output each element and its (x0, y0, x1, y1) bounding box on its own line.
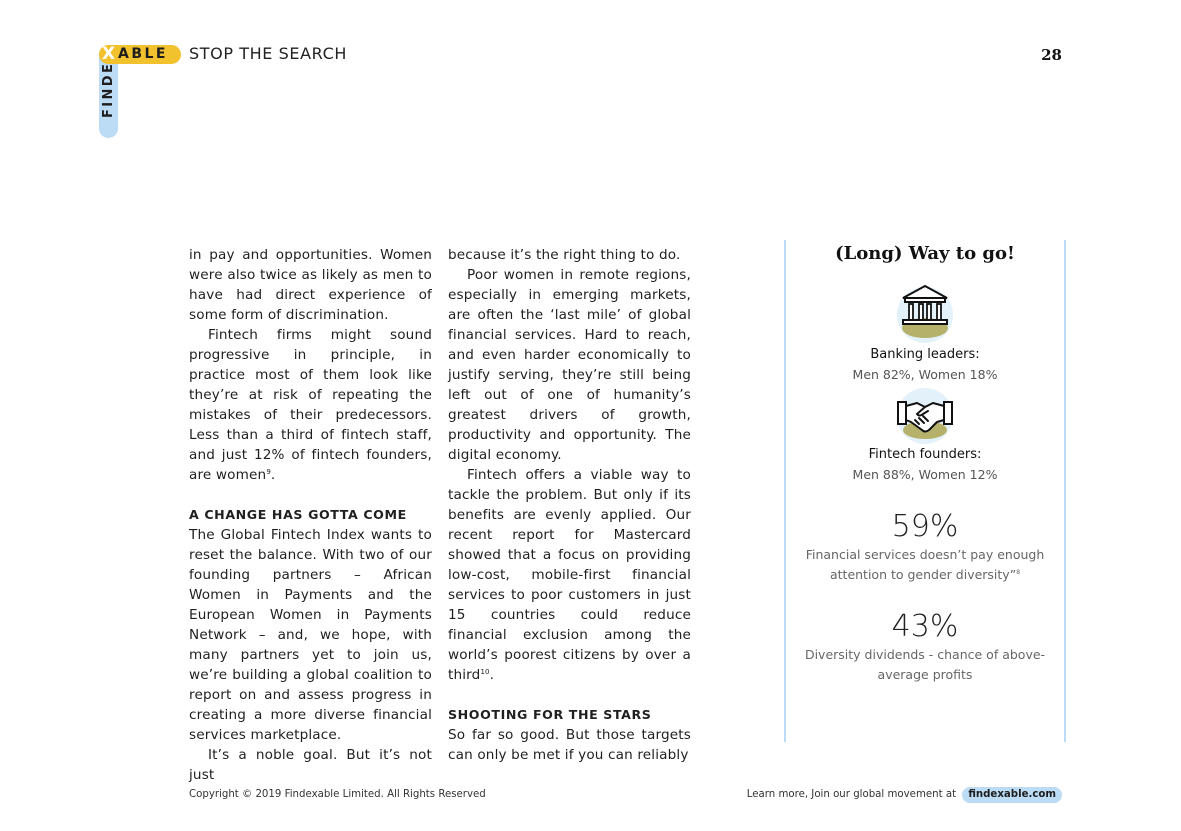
paragraph: Poor women in remote regions, especially in emerging markets, are often the ‘last mile’ of global financial services. Hard to reach, and even harder economically to justify serving, they’re still being left out of one of humanity’s greatest drivers of growth, productivity and opportunity. The digital economy. (448, 267, 691, 463)
footer-learn-more-text: Learn more, Join our global movement at (746, 789, 957, 800)
logo-x-letter: X (101, 44, 116, 64)
stat-label-fintech: Fintech founders: (868, 447, 982, 462)
stat-label-banking: Banking leaders: (870, 347, 980, 362)
logo-able-text: ABLE (118, 46, 168, 62)
stat-value-banking: Men 82%, Women 18% (852, 367, 998, 382)
footer-learn-more (747, 787, 1062, 803)
paragraph: The Global Fintech Index wants to reset the balance. With two of our founding partners – African Women in Payments and the European Women in Payments Network – and, we hope, with many partners yet to join us, we’re building a global coalition to report on and assess progress in creating a more diverse financial services marketplace. (189, 527, 432, 743)
header-title: STOP THE SEARCH (189, 44, 347, 63)
text-column-right (448, 245, 691, 765)
text-column-left (189, 245, 432, 785)
stat-percent-43: 43% (891, 609, 959, 644)
section-heading: A CHANGE HAS GOTTA COME (189, 507, 407, 522)
paragraph: So far so good. But those targets can only be met if you can reliably (448, 727, 691, 763)
page-number: 28 (1041, 46, 1062, 64)
paragraph: because it’s the right thing to do. (448, 247, 681, 263)
stats-sidebar (784, 240, 1066, 742)
paragraph: Fintech firms might sound progressive in principle, in practice most of them look like they’re at risk of repeating the mistakes of their predecessors. Less than a third of fintech staff, and just 12% of fintech founders, are women$^9$. (189, 327, 432, 483)
logo-finde-text: FINDE (101, 62, 116, 119)
paragraph: It’s a noble goal. But it’s not just (189, 747, 432, 783)
footnote-ref: 9 (266, 468, 271, 476)
stat-percent-59: 59% (891, 509, 959, 544)
paragraph: in pay and opportunities. Women were also twice as likely as men to have had direct experience of some form of discrimination. (189, 247, 432, 323)
stat-desc-59: Financial services doesn’t pay enough attention to gender diversity”$^8$ (805, 547, 1045, 582)
sidebar-title: (Long) Way to go! (835, 243, 1015, 264)
handshake-icon (895, 386, 955, 446)
section-heading: SHOOTING FOR THE STARS (448, 707, 652, 722)
stat-desc-43: Diversity dividends - chance of above-average profits (804, 647, 1046, 682)
paragraph: Fintech offers a viable way to tackle the problem. But only if its benefits are evenly applied. Our recent report for Mastercard showed that a focus on providing low-cost, mobile-first financial services to poor customers in just 15 countries could reduce financial exclusion among the world’s poorest citizens by over a third$^{10}$. (448, 467, 691, 683)
footnote-ref: 8 (1016, 569, 1021, 576)
footer-website-link[interactable]: findexable.com (962, 787, 1062, 803)
bank-icon (895, 284, 955, 344)
stat-value-fintech: Men 88%, Women 12% (852, 467, 998, 482)
footnote-ref: 10 (480, 668, 490, 676)
footer-copyright: Copyright © 2019 Findexable Limited. All Rights Reserved (189, 789, 486, 800)
